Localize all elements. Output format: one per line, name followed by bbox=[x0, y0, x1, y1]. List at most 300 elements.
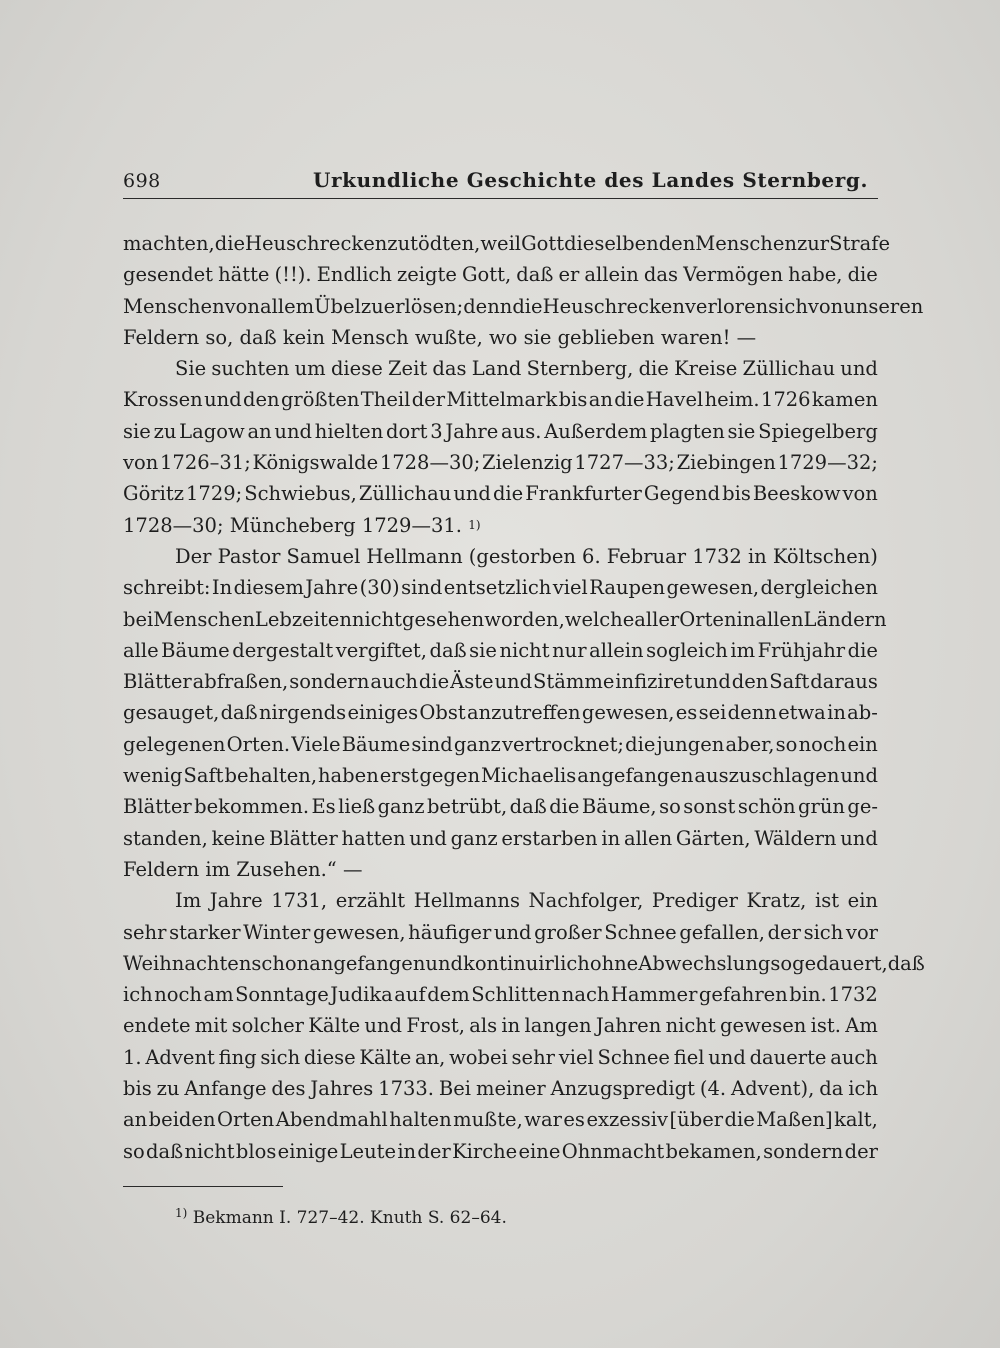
word: ge- bbox=[847, 795, 878, 819]
word: langen bbox=[524, 1014, 592, 1038]
word: betrübt, bbox=[426, 795, 508, 819]
word: noch bbox=[798, 732, 847, 756]
word: Raupen bbox=[589, 576, 666, 600]
word: Jahre bbox=[445, 419, 499, 443]
word: am bbox=[203, 983, 234, 1007]
word: Advent), bbox=[731, 1077, 815, 1101]
word: sie bbox=[727, 419, 756, 443]
word: Schwiebus, bbox=[244, 482, 357, 506]
word: Kirche bbox=[452, 1139, 518, 1163]
word: und bbox=[840, 764, 878, 788]
word: Sonntage bbox=[235, 983, 329, 1007]
footnote bbox=[175, 1206, 507, 1228]
word: Es bbox=[311, 795, 336, 819]
word: und bbox=[708, 1045, 746, 1069]
word: worden, bbox=[484, 607, 565, 631]
text-line bbox=[123, 917, 878, 948]
word: gegen bbox=[419, 764, 481, 788]
word: Viele bbox=[291, 732, 341, 756]
word: und bbox=[204, 388, 242, 412]
word: Judika bbox=[330, 983, 393, 1007]
word: (gestorben bbox=[468, 544, 576, 568]
word: Kratz, bbox=[746, 889, 807, 913]
word: Michaelis bbox=[480, 764, 577, 788]
word: Königswalde bbox=[252, 451, 379, 475]
word: jungen bbox=[656, 732, 725, 756]
word: Außerdem bbox=[544, 419, 648, 443]
word: Schnee bbox=[604, 920, 677, 944]
text-line bbox=[123, 1042, 878, 1073]
word: Hellmanns bbox=[413, 889, 520, 913]
text-line bbox=[123, 1136, 878, 1167]
word: Leute bbox=[339, 1139, 397, 1163]
word: 1732 bbox=[828, 983, 878, 1007]
word: Menschen bbox=[123, 294, 225, 318]
word: aller bbox=[634, 607, 680, 631]
word: beiden bbox=[148, 1108, 216, 1132]
word: Gegend bbox=[643, 482, 721, 506]
word: nicht bbox=[665, 1014, 716, 1038]
word: großer bbox=[534, 920, 602, 944]
word: standen, bbox=[123, 826, 208, 850]
word: Beeskow bbox=[752, 482, 841, 506]
word: auszuschlagen bbox=[694, 764, 840, 788]
word: Mittelmark bbox=[446, 388, 558, 412]
word: Pastor bbox=[217, 544, 281, 568]
word: sie bbox=[469, 638, 497, 662]
word: allen bbox=[755, 607, 804, 631]
word: Jahre bbox=[305, 576, 359, 600]
word: Februar bbox=[606, 544, 687, 568]
word: Frankfurter bbox=[525, 482, 642, 506]
page-header bbox=[123, 168, 878, 199]
text-line bbox=[123, 666, 878, 697]
word: angefangen bbox=[577, 764, 694, 788]
word: Obst bbox=[419, 701, 466, 725]
word: gewesen, bbox=[312, 920, 406, 944]
word: schreibt: bbox=[123, 576, 211, 600]
word: ganz bbox=[377, 795, 425, 819]
word: anzutreffen bbox=[466, 701, 581, 725]
word: gesendet bbox=[123, 263, 213, 287]
word: größten bbox=[280, 388, 360, 412]
word: welche bbox=[564, 607, 635, 631]
word: kalt, bbox=[834, 1108, 878, 1132]
word: Anzugspredigt bbox=[550, 1077, 695, 1101]
word: viel bbox=[552, 576, 588, 600]
word: er bbox=[558, 263, 580, 287]
word: der bbox=[844, 1139, 878, 1163]
word: 1729; bbox=[186, 482, 243, 506]
text-line bbox=[123, 1104, 878, 1135]
word: zu bbox=[153, 419, 177, 443]
word: dem bbox=[427, 983, 470, 1007]
word: an bbox=[123, 1108, 148, 1132]
word: Menschen bbox=[153, 607, 255, 631]
word: vergiftet, bbox=[335, 638, 427, 662]
word: es bbox=[563, 1108, 585, 1132]
word: mit bbox=[194, 1014, 228, 1038]
word: in bbox=[736, 607, 756, 631]
word: Gott, bbox=[461, 263, 512, 287]
word: gelegenen bbox=[123, 732, 226, 756]
word: Prediger bbox=[651, 889, 738, 913]
word: dieselben bbox=[564, 232, 659, 255]
word: daß bbox=[429, 638, 467, 662]
word: sich bbox=[260, 1045, 301, 1069]
word: Hellmann bbox=[366, 544, 463, 568]
word: nach bbox=[561, 983, 610, 1007]
word: Jahre bbox=[209, 889, 263, 913]
text-line bbox=[123, 791, 878, 822]
word: Frost, bbox=[406, 1014, 465, 1038]
word: Bäume, bbox=[581, 795, 657, 819]
word: daß bbox=[516, 263, 554, 287]
word: die bbox=[638, 357, 669, 381]
word: Kälte bbox=[359, 1045, 412, 1069]
text-line: Feldern im Zusehen.“ — bbox=[123, 857, 363, 881]
word: 1. bbox=[123, 1045, 142, 1069]
word: alle bbox=[123, 638, 159, 662]
word: sind bbox=[411, 732, 453, 756]
word: (!!). bbox=[274, 263, 312, 287]
word: die bbox=[847, 638, 878, 662]
word: starker bbox=[169, 920, 241, 944]
word: eine bbox=[518, 1139, 561, 1163]
text-line bbox=[123, 823, 878, 854]
word: den bbox=[658, 232, 696, 255]
word: habe, bbox=[788, 263, 843, 287]
word: sehr bbox=[123, 920, 167, 944]
word: Menschen bbox=[695, 232, 797, 255]
word: gefahren bbox=[698, 983, 788, 1007]
word: Orten. bbox=[226, 732, 291, 756]
word: 1733. bbox=[378, 1077, 434, 1101]
word: auf bbox=[394, 983, 426, 1007]
word: Orten bbox=[217, 1108, 275, 1132]
word: bis bbox=[123, 1077, 152, 1101]
word: dort bbox=[386, 419, 428, 443]
footnote-marker: 1) bbox=[175, 1206, 188, 1220]
word: nirgends bbox=[258, 701, 347, 725]
word: bis bbox=[558, 388, 588, 412]
word: Blätter bbox=[123, 795, 192, 819]
word: gewesen bbox=[719, 1014, 807, 1038]
word: daraus bbox=[810, 670, 878, 694]
text-line bbox=[123, 510, 878, 541]
word: und bbox=[493, 920, 532, 944]
word: dergestalt bbox=[232, 638, 334, 662]
word: gedauert, bbox=[792, 951, 888, 975]
word: die bbox=[512, 294, 543, 318]
word: bekommen. bbox=[194, 795, 310, 819]
word: in bbox=[501, 1014, 521, 1038]
word: gewesen, bbox=[581, 701, 675, 725]
word: einige bbox=[277, 1139, 339, 1163]
word: aber, bbox=[725, 732, 775, 756]
word: von bbox=[123, 451, 159, 475]
word: Advent bbox=[145, 1045, 215, 1069]
word: plagten bbox=[650, 419, 725, 443]
word: (30) bbox=[359, 576, 400, 600]
word: ließ bbox=[338, 795, 376, 819]
word: allem bbox=[259, 294, 315, 318]
word: hatten bbox=[341, 826, 406, 850]
word: zu bbox=[360, 294, 384, 318]
word: Blätter bbox=[123, 670, 192, 694]
word: Abwechslung bbox=[638, 951, 771, 975]
text-line bbox=[123, 447, 878, 478]
word: Äste bbox=[450, 670, 494, 694]
word: das bbox=[432, 357, 467, 381]
word: den bbox=[243, 388, 280, 412]
word: zu bbox=[387, 232, 411, 255]
text-line bbox=[123, 760, 878, 791]
word: einiges bbox=[347, 701, 419, 725]
word: Gott bbox=[521, 232, 565, 255]
word: vor bbox=[845, 920, 878, 944]
word: nur bbox=[552, 638, 587, 662]
word: daß bbox=[220, 701, 258, 725]
word: (4. bbox=[699, 1077, 727, 1101]
word: gesauget, bbox=[123, 701, 220, 725]
word: Endlich bbox=[316, 263, 392, 287]
word: dauerte bbox=[749, 1045, 827, 1069]
word: Gärten, bbox=[675, 826, 751, 850]
word: bis bbox=[722, 482, 751, 506]
word: und bbox=[453, 482, 491, 506]
text-line bbox=[123, 416, 878, 447]
word: ab- bbox=[847, 701, 878, 725]
word: zur bbox=[796, 232, 830, 255]
word: ein bbox=[847, 732, 878, 756]
word: bei bbox=[123, 607, 154, 631]
word: Sie bbox=[175, 357, 207, 381]
word: endete bbox=[123, 1014, 191, 1038]
text-line bbox=[123, 885, 878, 916]
word: Frühjahr bbox=[757, 638, 846, 662]
word: Ziebingen bbox=[676, 451, 776, 475]
word: von bbox=[807, 294, 844, 318]
word: die bbox=[847, 263, 878, 287]
word: Jahres bbox=[310, 1077, 374, 1101]
word: Winter bbox=[243, 920, 311, 944]
word: allen bbox=[623, 826, 673, 850]
word: daß bbox=[887, 951, 925, 975]
word: dergleichen bbox=[760, 576, 878, 600]
text-line bbox=[123, 979, 878, 1010]
text-line bbox=[123, 948, 925, 979]
word: [über bbox=[669, 1108, 724, 1132]
word: 1726–31; bbox=[160, 451, 251, 475]
text-line bbox=[123, 572, 878, 603]
word: die bbox=[418, 670, 450, 694]
word: so bbox=[123, 1139, 145, 1163]
text-line bbox=[123, 729, 878, 760]
word: sich bbox=[803, 920, 844, 944]
word: 1729—32; bbox=[777, 451, 878, 475]
word: Maßen] bbox=[756, 1108, 833, 1132]
footnote-text: Bekmann I. 727–42. Knuth S. 62–64. bbox=[192, 1208, 507, 1228]
word: sehr bbox=[511, 1045, 555, 1069]
word: Bei bbox=[438, 1077, 472, 1101]
word: Land bbox=[471, 357, 522, 381]
word: machten, bbox=[123, 232, 215, 255]
word: unseren bbox=[843, 294, 924, 318]
word: sind bbox=[401, 576, 443, 600]
text-line bbox=[123, 228, 890, 259]
word: diesem bbox=[233, 576, 304, 600]
word: infiziret bbox=[615, 670, 693, 694]
text-line bbox=[123, 1010, 878, 1041]
text-line bbox=[123, 384, 878, 415]
word: Vermögen bbox=[683, 263, 784, 287]
word: wobei bbox=[449, 1045, 508, 1069]
word: fing bbox=[218, 1045, 257, 1069]
word: die bbox=[625, 732, 656, 756]
word: Strafe bbox=[829, 232, 890, 255]
word: grün bbox=[798, 795, 845, 819]
word: an, bbox=[414, 1045, 446, 1069]
text-line bbox=[123, 1073, 878, 1104]
word: sich bbox=[768, 294, 808, 318]
word: ganz bbox=[453, 732, 501, 756]
word: diese bbox=[303, 1045, 356, 1069]
word: Schnee bbox=[597, 1045, 670, 1069]
word: auch bbox=[830, 1045, 878, 1069]
word: Zielenzig bbox=[482, 451, 573, 475]
word: Züllichau bbox=[742, 357, 836, 381]
word: ein bbox=[847, 889, 878, 913]
word: Ländern bbox=[803, 607, 887, 631]
footnote-divider bbox=[123, 1186, 283, 1187]
word: blos bbox=[235, 1139, 277, 1163]
footnote-marker: 1) bbox=[468, 517, 481, 532]
word: Kreise bbox=[674, 357, 738, 381]
word: im bbox=[730, 638, 756, 662]
word: mußte, bbox=[453, 1108, 523, 1132]
word: abfraßen, bbox=[192, 670, 289, 694]
word: wenig bbox=[123, 764, 183, 788]
word: das bbox=[643, 263, 678, 287]
word: und bbox=[409, 826, 447, 850]
word: sondern bbox=[289, 670, 370, 694]
word: Zeit bbox=[388, 357, 428, 381]
word: 1731, bbox=[271, 889, 328, 913]
word: hielten bbox=[314, 419, 384, 443]
word: erlösen; bbox=[383, 294, 464, 318]
word: die bbox=[214, 232, 245, 255]
word: die bbox=[549, 795, 580, 819]
text-line-content: 1728—30; Müncheberg 1729—31. bbox=[123, 513, 462, 537]
word: nicht bbox=[351, 607, 403, 631]
word: so bbox=[775, 732, 798, 756]
word: etwa bbox=[778, 701, 826, 725]
text-line: Feldern so, daß kein Mensch wußte, wo sie geblieben waren! — bbox=[123, 325, 757, 349]
word: diese bbox=[330, 357, 383, 381]
word: in bbox=[601, 826, 621, 850]
word: Heuschrecken bbox=[542, 294, 685, 318]
word: 1727—33; bbox=[574, 451, 675, 475]
word: sogleich bbox=[646, 638, 728, 662]
word: denn bbox=[463, 294, 513, 318]
word: ist. bbox=[810, 1014, 841, 1038]
word: Abendmahl bbox=[275, 1108, 388, 1132]
word: um bbox=[294, 357, 326, 381]
word: heim. bbox=[704, 388, 760, 412]
word: Költschen) bbox=[772, 544, 878, 568]
word: Nachfolger, bbox=[528, 889, 644, 913]
word: Schlitten bbox=[471, 983, 561, 1007]
text-line bbox=[123, 353, 878, 384]
word: Ohnmacht bbox=[561, 1139, 665, 1163]
word: kamen bbox=[811, 388, 878, 412]
word: halten bbox=[389, 1108, 452, 1132]
word: der bbox=[411, 388, 446, 412]
text-line bbox=[123, 259, 878, 290]
word: so bbox=[659, 795, 681, 819]
word: Saft bbox=[769, 670, 810, 694]
word: verloren bbox=[684, 294, 769, 318]
word: Saft bbox=[183, 764, 224, 788]
word: da bbox=[819, 1077, 844, 1101]
word: Kälte bbox=[308, 1014, 361, 1038]
word: Blätter bbox=[269, 826, 338, 850]
word: allein bbox=[584, 263, 639, 287]
word: nicht bbox=[499, 638, 550, 662]
word: sonst bbox=[683, 795, 736, 819]
word: gewesen, bbox=[666, 576, 760, 600]
word: ich bbox=[123, 983, 153, 1007]
word: exzessiv bbox=[586, 1108, 669, 1132]
word: Wäldern bbox=[754, 826, 837, 850]
word: kontinuirlich bbox=[463, 951, 590, 975]
word: fiel bbox=[673, 1045, 705, 1069]
word: sei bbox=[698, 701, 727, 725]
word: und bbox=[425, 951, 463, 975]
word: und bbox=[364, 1014, 403, 1038]
text-line bbox=[123, 478, 878, 509]
word: Heuschrecken bbox=[245, 232, 388, 255]
word: sie bbox=[123, 419, 151, 443]
word: 3 bbox=[430, 419, 443, 443]
running-title: Urkundliche Geschichte des Landes Sternberg. bbox=[313, 168, 869, 192]
word: Göritz bbox=[123, 482, 184, 506]
word: Am bbox=[845, 1014, 878, 1038]
word: ist bbox=[814, 889, 840, 913]
word: so bbox=[770, 951, 793, 975]
word: und bbox=[274, 419, 312, 443]
word: ohne bbox=[589, 951, 639, 975]
word: gesehen bbox=[402, 607, 485, 631]
word: Orten bbox=[679, 607, 737, 631]
word: gefallen, bbox=[679, 920, 765, 944]
word: der bbox=[767, 920, 801, 944]
word: Weihnachten bbox=[123, 951, 252, 975]
word: zu bbox=[156, 1077, 180, 1101]
word: in bbox=[747, 544, 767, 568]
word: die bbox=[614, 388, 645, 412]
word: Lagow bbox=[179, 419, 245, 443]
word: an bbox=[588, 388, 613, 412]
word: haben bbox=[318, 764, 379, 788]
word: und bbox=[494, 670, 533, 694]
word: 1732 bbox=[692, 544, 742, 568]
word: ganz bbox=[450, 826, 498, 850]
word: von bbox=[224, 294, 260, 318]
word: solcher bbox=[231, 1014, 304, 1038]
word: allein bbox=[589, 638, 644, 662]
